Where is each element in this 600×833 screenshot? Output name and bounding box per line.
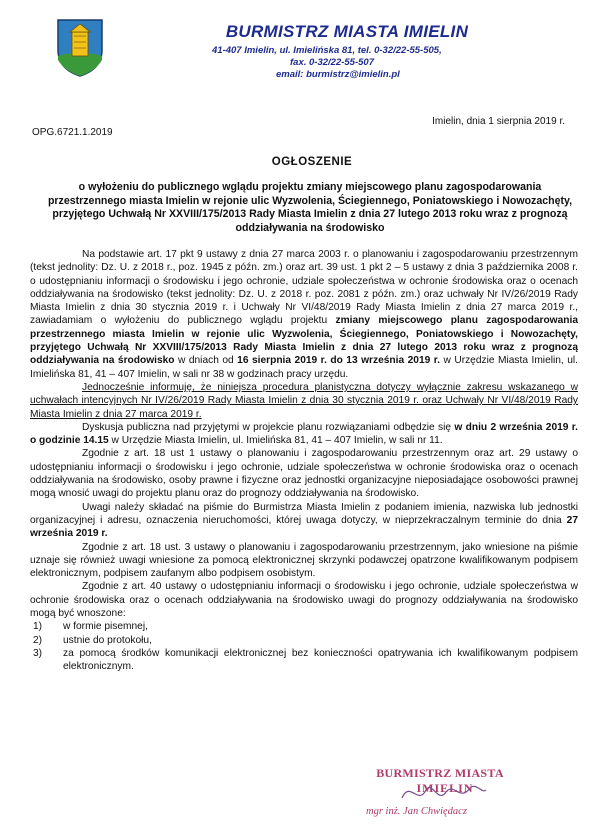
reference-number: OPG.6721.1.2019: [32, 127, 113, 138]
place-date: Imielin, dnia 1 sierpnia 2019 r.: [432, 116, 565, 127]
list-item: [30, 647, 578, 674]
document-subject: o wyłożeniu do publicznego wglądu projektu zmiany miejscowego planu zagospodarowania przestrzennego miasta Imielin w rejonie ulic Wyzwolenia, Ściegiennego, Poniatowskiego i Nowozachęty, przyjętego Uchwałą Nr XXVIII/175/2013 Rady Miasta Imielin z dnia 27 lutego 2013 roku wraz z prognozą oddziaływania na środowisko: [47, 181, 573, 234]
list-text: w formie pisemnej,: [63, 621, 148, 633]
submission-methods-list: [30, 620, 578, 673]
list-item: [30, 620, 578, 633]
office-name: BURMISTRZ MIASTA IMIELIN: [225, 22, 469, 41]
stamp-line-1: BURMISTRZ MIASTA: [376, 766, 504, 780]
text-run: Dyskusja publiczna nad przyjętymi w projekcie planu rozwiązaniami odbędzie się: [82, 421, 455, 433]
text-run-bold: 27 września 2019 r.: [30, 514, 578, 540]
document-body: [30, 248, 578, 674]
text-run-bold: w dniu 2 września 2019 r. o godzinie 14.15: [30, 421, 579, 447]
paragraph-remarks-right: Zgodnie z art. 18 ust 1 ustawy o planowaniu i zagospodarowaniu przestrzennym oraz art. 29 ustawy o udostępnianiu informacji o środowisku i jego ochronie, udziale społeczeństwa w ochronie środowiska oraz o ocenach oddziaływania na środowisko, osoby prawne i fizyczne oraz jednostki organizacyjne nieposiadające osobowości prawnej mogą wnosić uwagi do projektu planu oraz do prognozy oddziaływania na środowisko.: [30, 448, 578, 500]
document-title: OGŁOSZENIE: [271, 156, 353, 168]
paragraph-legal-basis: [30, 248, 578, 381]
paragraph-electronic-remarks: Zgodnie z art. 18 ust. 3 ustawy o planowaniu i zagospodarowaniu przestrzennym, jako wniesione na piśmie uznaje się również uwagi wniesione za pomocą elektronicznej skrzynki podawczej opatrzone kwalifikowanym podpisem elektronicznym, podpisem zaufanym albo podpisem osobistym.: [30, 541, 578, 580]
text-run: w dniach od: [174, 355, 238, 367]
list-number: 1): [33, 621, 43, 633]
text-run-bold: zmiany miejscowego planu zagospodarowania przestrzennego miasta Imielin w rejonie ulic Wyzwolenia, Ściegiennego, Poniatowskiego i Nowozachęty, przyjętego Uchwałą Nr XXVIII/175/2013 Rady Miasta Imielin z dnia 27 lutego 2013 roku wraz z prognozą oddziaływania na środowisko: [30, 315, 578, 367]
text-run: Uwagi należy składać na piśmie do Burmistrza Miasta Imielin z podaniem imienia, nazwiska lub jednostki organizacyjnej i adresu, oznaczenia nieruchomości, której uwaga dotyczy, w nieprzekraczalnym terminie do dnia: [30, 501, 578, 526]
handwritten-signature-icon: [398, 776, 488, 816]
text-run-bold: 16 sierpnia 2019 r. do 13 września 2019 r.: [237, 355, 441, 367]
list-text: za pomocą środków komunikacji elektronicznej bez konieczności opatrywania ich kwalifikowanym podpisem elektronicznym.: [63, 647, 578, 673]
text-run: w Urzędzie Miasta Imielin, ul. Imielińska 81, 41 – 407 Imielin, w sali nr 11.: [108, 435, 443, 447]
list-number: 2): [33, 634, 43, 646]
letterhead: [200, 22, 500, 81]
town-crest-icon: [56, 18, 104, 78]
office-address: 41-407 Imielin, ul. Imielińska 81, tel. 0-32/22-55-505,: [212, 45, 442, 56]
paragraph-scope-note: Jednocześnie informuję, że niniejsza procedura planistyczna dotyczy wyłącznie zakresu wskazanego w uchwałach intencyjnych Nr IV/26/2019 Rady Miasta Imielin z dnia 30 stycznia 2019 r. oraz Uchwały Nr VI/48/2019 Rady Miasta Imielin z dnia 27 marca 2019 r.: [30, 381, 578, 420]
list-text: ustnie do protokołu,: [63, 634, 152, 646]
text-run: Na podstawie art. 17 pkt 9 ustawy z dnia 27 marca 2003 r. o planowaniu i zagospodarowaniu przestrzennym (tekst jednolity: Dz. U. z 2018 r., poz. 1945 z późn. zm.) oraz art. 39 ust. 1 pkt 2 – 5 ustawy z dnia 3 października 2008 r. o udostępnianiu informacji o środowisku i jego ochronie, udziale społeczeństwa w ochronie środowiska oraz o ocenach oddziaływania na środowisko (tekst jednolity: Dz. U. z 2018 r. poz. 2081 z późn. zm.) oraz uchwały Nr IV/26/2019 Rady Miasta Imielin z dnia 30 stycznia 2019 r. i Uchwały Nr VI/48/2019 Rady Miasta Imielin z dnia 27 marca 2019 r., zawiadamiam o wyłożeniu do publicznego wglądu projektu: [30, 249, 578, 327]
signer-name: mgr inż. Jan Chwiędacz: [366, 806, 467, 817]
paragraph-remarks-deadline: [30, 501, 578, 541]
list-number: 3): [33, 647, 43, 659]
text-run: w Urzędzie Miasta Imielin, ul. Imielińska 81, 41 – 407 Imielin, w sali nr 38 w godzinach pracy urzędu.: [30, 355, 579, 380]
office-email: email: burmistrz@imielin.pl: [276, 69, 400, 80]
paragraph-public-discussion: [30, 421, 578, 448]
paragraph-forecast-remarks: Zgodnie z art. 40 ustawy o udostępnianiu informacji o środowisku i jego ochronie, udziale społeczeństwa w ochronie środowiska oraz o ocenach oddziaływania na środowisko uwagi do prognozy oddziaływania na środowisko mogą być wnoszone:: [30, 581, 578, 620]
list-item: [30, 634, 578, 647]
office-fax: fax. 0-32/22-55-507: [290, 57, 374, 68]
stamp-line-2: IMIELIN: [416, 781, 474, 795]
